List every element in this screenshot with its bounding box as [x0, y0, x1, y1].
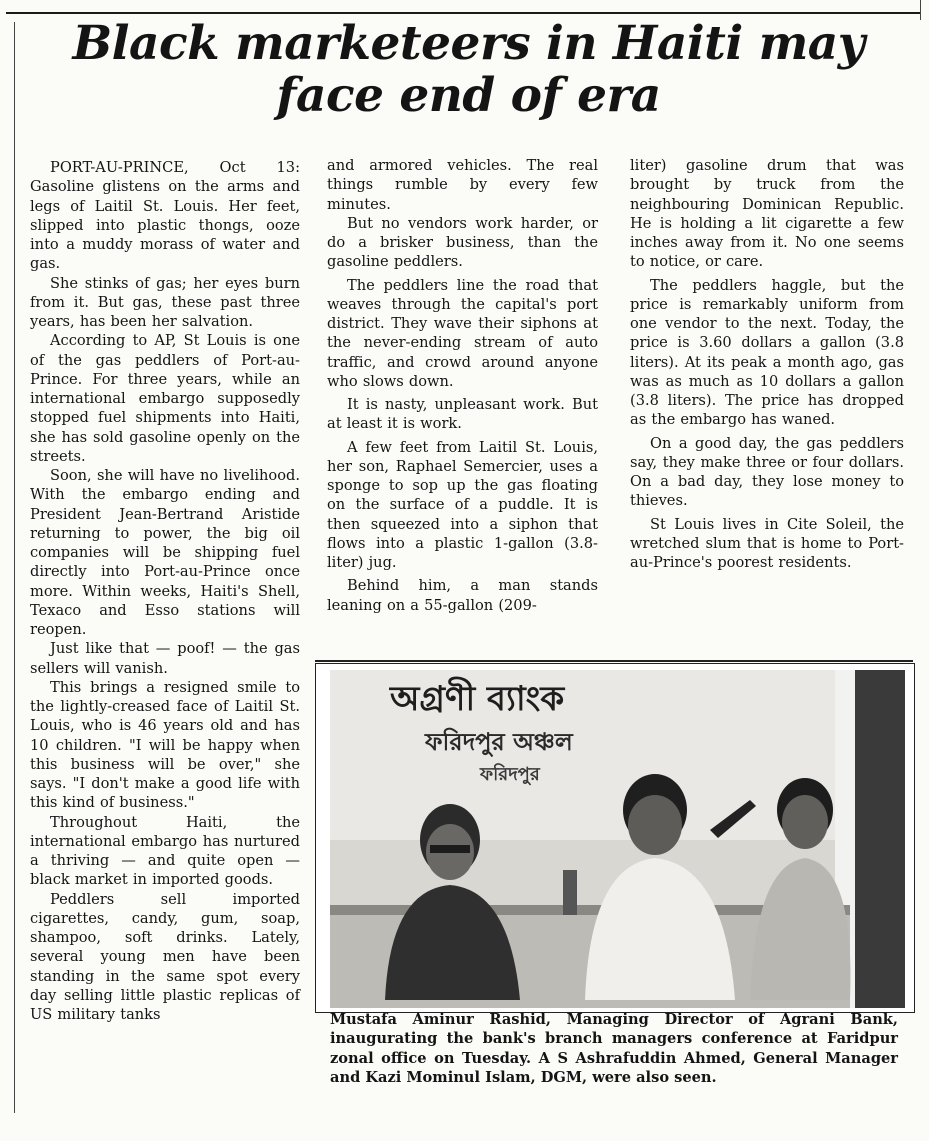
- right-edge-rule: [920, 0, 921, 20]
- paragraph: The peddlers line the road that weaves through the capital's port district. They wave their siphons at the never-ending stream of auto traffic, and crowd around anyone who slows down.: [327, 276, 598, 390]
- paragraph: She stinks of gas; her eyes burn from it. But gas, these past three years, has been her salvation.: [30, 274, 300, 330]
- headline: [18, 18, 919, 122]
- paragraph: Behind him, a man stands leaning on a 55-gallon (209-: [327, 577, 598, 614]
- paragraph: Just like that — poof! — the gas sellers will vanish.: [30, 640, 300, 677]
- headline-line-2: face end of era: [276, 68, 661, 123]
- paragraph: The peddlers haggle, but the price is remarkably uniform from one vendor to the next. Today, the price is 3.60 dollars a gallon (3.8 liters). At its peak a month ago, gas was as much as 10 dollars a gallon (3.8 liters). The price has dropped as the embargo has waned.: [630, 276, 904, 429]
- paragraph: PORT-AU-PRINCE, Oct 13: Gasoline glistens on the arms and legs of Laitil St. Louis. Her feet, slipped into plastic thongs, ooze into a muddy morass of water and gas.: [30, 159, 300, 273]
- conference-photo: [330, 670, 905, 1008]
- banner-line-3: ফরিদপুর: [480, 764, 540, 785]
- paragraph: and armored vehicles. The real things rumble by every few minutes.: [327, 157, 598, 213]
- paragraph: Throughout Haiti, the international embargo has nurtured a thriving — and quite open — black market in imported goods.: [30, 813, 300, 889]
- banner-line-1: অগ্রণী ব্যাংক: [390, 679, 565, 719]
- headline-line-1: Black marketeers in Haiti may: [72, 16, 865, 71]
- paragraph: Peddlers sell imported cigarettes, candy, gum, soap, shampoo, soft drinks. Lately, several young men have been standing in the same spot every day selling little plastic replicas of US military tanks: [30, 890, 300, 1023]
- article-column-2: [327, 156, 598, 615]
- paragraph: liter) gasoline drum that was brought by truck from the neighbouring Dominican Republic. He is holding a lit cigarette a few inches away from it. No one seems to notice, or care.: [630, 157, 904, 271]
- banner-line-2: ফরিদপুর অঞ্চল: [425, 728, 573, 756]
- paragraph: A few feet from Laitil St. Louis, her son, Raphael Semercier, uses a sponge to sop up the gas floating on the surface of a puddle. It is then squeezed into a siphon that flows into a plastic 1-gallon (3.8-liter) jug.: [327, 438, 598, 571]
- top-rule: [6, 12, 921, 14]
- news-photo: [315, 663, 915, 1013]
- paragraph: According to AP, St Louis is one of the gas peddlers of Port-au-Prince. For three years, while an international embargo supposedly stopped fuel shipments into Haiti, she has sold gasoline openly on the streets.: [30, 332, 300, 465]
- article-column-3: [630, 156, 904, 572]
- paragraph: This brings a resigned smile to the lightly-creased face of Laitil St. Louis, who is 46 years old and has 10 children. "I will be happy when this business will be over," she says. "I don't make a good life with this kind of business.": [30, 678, 300, 812]
- left-column-rule: [14, 22, 15, 1113]
- paragraph: Soon, she will have no livelihood. With the embargo ending and President Jean-Bertrand Aristide returning to power, the big oil companies will be shipping fuel directly into Port-au-Prince once more. Within weeks, Haiti's Shell, Texaco and Esso stations will reopen.: [30, 467, 300, 638]
- paragraph: St Louis lives in Cite Soleil, the wretched slum that is home to Port-au-Prince's poorest residents.: [630, 515, 904, 571]
- photo-caption: Mustafa Aminur Rashid, Managing Director of Agrani Bank, inaugurating the bank's branch managers conference at Faridpur zonal office on Tuesday. A S Ashrafuddin Ahmed, General Manager and Kazi Mominul Islam, DGM, were also seen.: [330, 1011, 898, 1086]
- paragraph: It is nasty, unpleasant work. But at least it is work.: [327, 396, 598, 433]
- paragraph: On a good day, the gas peddlers say, they make three or four dollars. On a bad day, they lose money to thieves.: [630, 434, 904, 510]
- paragraph: But no vendors work harder, or do a brisker business, than the gasoline peddlers.: [327, 214, 598, 271]
- photo-top-rule: [315, 660, 913, 662]
- article-column-1: [30, 158, 300, 1024]
